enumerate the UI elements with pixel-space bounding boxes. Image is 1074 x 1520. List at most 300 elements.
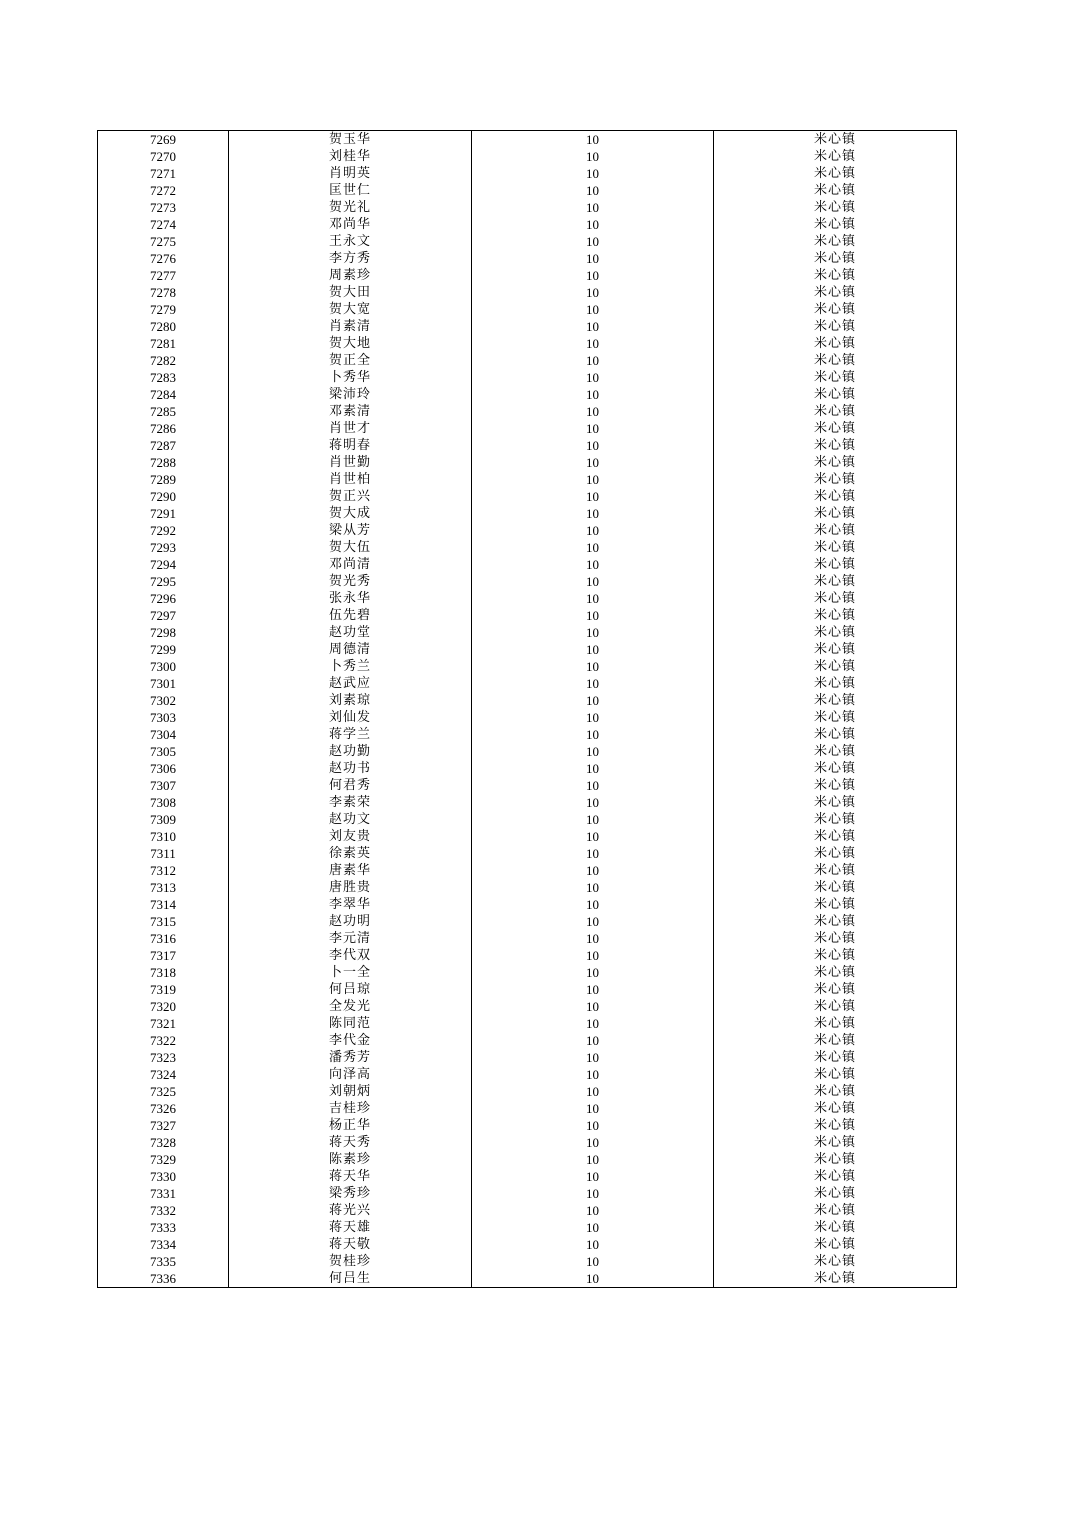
row-number-cell: 7273 <box>98 199 229 216</box>
table-row <box>98 981 957 998</box>
amount-cell: 10 <box>472 505 714 522</box>
table-row <box>98 403 957 420</box>
row-number-cell: 7304 <box>98 726 229 743</box>
amount-cell: 10 <box>472 182 714 199</box>
name-cell: 贺大伍 <box>229 539 472 556</box>
town-cell: 米心镇 <box>714 522 957 539</box>
name-cell: 刘仙发 <box>229 709 472 726</box>
amount-cell: 10 <box>472 301 714 318</box>
name-cell: 梁秀珍 <box>229 1185 472 1202</box>
row-number-cell: 7287 <box>98 437 229 454</box>
town-cell: 米心镇 <box>714 1219 957 1236</box>
town-cell: 米心镇 <box>714 913 957 930</box>
town-cell: 米心镇 <box>714 1253 957 1270</box>
row-number-cell: 7301 <box>98 675 229 692</box>
table-row <box>98 386 957 403</box>
town-cell: 米心镇 <box>714 182 957 199</box>
town-cell: 米心镇 <box>714 352 957 369</box>
town-cell: 米心镇 <box>714 947 957 964</box>
amount-cell: 10 <box>472 1117 714 1134</box>
town-cell: 米心镇 <box>714 1083 957 1100</box>
amount-cell: 10 <box>472 1202 714 1219</box>
amount-cell: 10 <box>472 981 714 998</box>
table-row <box>98 1270 957 1288</box>
amount-cell: 10 <box>472 692 714 709</box>
row-number-cell: 7271 <box>98 165 229 182</box>
table-row <box>98 743 957 760</box>
town-cell: 米心镇 <box>714 743 957 760</box>
amount-cell: 10 <box>472 1151 714 1168</box>
amount-cell: 10 <box>472 675 714 692</box>
row-number-cell: 7279 <box>98 301 229 318</box>
name-cell: 赵功堂 <box>229 624 472 641</box>
name-cell: 李代金 <box>229 1032 472 1049</box>
table-row <box>98 165 957 182</box>
amount-cell: 10 <box>472 454 714 471</box>
town-cell: 米心镇 <box>714 556 957 573</box>
table-row <box>98 1066 957 1083</box>
name-cell: 肖世才 <box>229 420 472 437</box>
table-row <box>98 1253 957 1270</box>
name-cell: 蒋学兰 <box>229 726 472 743</box>
row-number-cell: 7305 <box>98 743 229 760</box>
table-row <box>98 845 957 862</box>
town-cell: 米心镇 <box>714 573 957 590</box>
amount-cell: 10 <box>472 573 714 590</box>
name-cell: 何吕琼 <box>229 981 472 998</box>
name-cell: 潘秀芳 <box>229 1049 472 1066</box>
name-cell: 梁从芳 <box>229 522 472 539</box>
name-cell: 王永文 <box>229 233 472 250</box>
row-number-cell: 7293 <box>98 539 229 556</box>
amount-cell: 10 <box>472 947 714 964</box>
table-row <box>98 352 957 369</box>
name-cell: 卜秀兰 <box>229 658 472 675</box>
table-row <box>98 624 957 641</box>
town-cell: 米心镇 <box>714 1066 957 1083</box>
table-row <box>98 709 957 726</box>
table-row <box>98 760 957 777</box>
town-cell: 米心镇 <box>714 794 957 811</box>
name-cell: 蒋明春 <box>229 437 472 454</box>
name-cell: 邓素清 <box>229 403 472 420</box>
amount-cell: 10 <box>472 250 714 267</box>
name-cell: 赵功书 <box>229 760 472 777</box>
name-cell: 贺光秀 <box>229 573 472 590</box>
town-cell: 米心镇 <box>714 862 957 879</box>
amount-cell: 10 <box>472 896 714 913</box>
row-number-cell: 7314 <box>98 896 229 913</box>
name-cell: 卜一全 <box>229 964 472 981</box>
town-cell: 米心镇 <box>714 1100 957 1117</box>
town-cell: 米心镇 <box>714 1049 957 1066</box>
table-row <box>98 1219 957 1236</box>
table-row <box>98 1236 957 1253</box>
row-number-cell: 7276 <box>98 250 229 267</box>
amount-cell: 10 <box>472 216 714 233</box>
row-number-cell: 7270 <box>98 148 229 165</box>
amount-cell: 10 <box>472 641 714 658</box>
table-row <box>98 675 957 692</box>
row-number-cell: 7315 <box>98 913 229 930</box>
name-cell: 赵功勤 <box>229 743 472 760</box>
table-row <box>98 1185 957 1202</box>
name-cell: 李元清 <box>229 930 472 947</box>
town-cell: 米心镇 <box>714 233 957 250</box>
row-number-cell: 7286 <box>98 420 229 437</box>
amount-cell: 10 <box>472 590 714 607</box>
town-cell: 米心镇 <box>714 488 957 505</box>
table-row <box>98 471 957 488</box>
name-cell: 张永华 <box>229 590 472 607</box>
town-cell: 米心镇 <box>714 1117 957 1134</box>
table-row <box>98 556 957 573</box>
amount-cell: 10 <box>472 165 714 182</box>
town-cell: 米心镇 <box>714 369 957 386</box>
row-number-cell: 7325 <box>98 1083 229 1100</box>
row-number-cell: 7328 <box>98 1134 229 1151</box>
town-cell: 米心镇 <box>714 301 957 318</box>
amount-cell: 10 <box>472 233 714 250</box>
name-cell: 赵功明 <box>229 913 472 930</box>
amount-cell: 10 <box>472 437 714 454</box>
table-row <box>98 420 957 437</box>
table-row <box>98 913 957 930</box>
name-cell: 蒋天华 <box>229 1168 472 1185</box>
name-cell: 邓尚华 <box>229 216 472 233</box>
amount-cell: 10 <box>472 386 714 403</box>
row-number-cell: 7331 <box>98 1185 229 1202</box>
town-cell: 米心镇 <box>714 811 957 828</box>
row-number-cell: 7291 <box>98 505 229 522</box>
row-number-cell: 7282 <box>98 352 229 369</box>
row-number-cell: 7323 <box>98 1049 229 1066</box>
town-cell: 米心镇 <box>714 454 957 471</box>
row-number-cell: 7333 <box>98 1219 229 1236</box>
name-cell: 贺大成 <box>229 505 472 522</box>
name-cell: 何吕生 <box>229 1270 472 1288</box>
town-cell: 米心镇 <box>714 607 957 624</box>
town-cell: 米心镇 <box>714 284 957 301</box>
amount-cell: 10 <box>472 879 714 896</box>
amount-cell: 10 <box>472 131 714 149</box>
amount-cell: 10 <box>472 777 714 794</box>
amount-cell: 10 <box>472 913 714 930</box>
amount-cell: 10 <box>472 1049 714 1066</box>
amount-cell: 10 <box>472 1270 714 1288</box>
name-cell: 贺桂珍 <box>229 1253 472 1270</box>
table-row <box>98 1100 957 1117</box>
table-row <box>98 658 957 675</box>
table-row <box>98 590 957 607</box>
table-row <box>98 437 957 454</box>
table-row <box>98 488 957 505</box>
row-number-cell: 7288 <box>98 454 229 471</box>
amount-cell: 10 <box>472 1066 714 1083</box>
row-number-cell: 7324 <box>98 1066 229 1083</box>
amount-cell: 10 <box>472 556 714 573</box>
row-number-cell: 7285 <box>98 403 229 420</box>
amount-cell: 10 <box>472 658 714 675</box>
name-cell: 李素荣 <box>229 794 472 811</box>
name-cell: 贺玉华 <box>229 131 472 149</box>
town-cell: 米心镇 <box>714 318 957 335</box>
row-number-cell: 7335 <box>98 1253 229 1270</box>
row-number-cell: 7317 <box>98 947 229 964</box>
town-cell: 米心镇 <box>714 437 957 454</box>
table-row <box>98 148 957 165</box>
row-number-cell: 7303 <box>98 709 229 726</box>
town-cell: 米心镇 <box>714 1032 957 1049</box>
row-number-cell: 7334 <box>98 1236 229 1253</box>
amount-cell: 10 <box>472 964 714 981</box>
table-row <box>98 335 957 352</box>
amount-cell: 10 <box>472 1253 714 1270</box>
town-cell: 米心镇 <box>714 420 957 437</box>
amount-cell: 10 <box>472 1185 714 1202</box>
table-row <box>98 505 957 522</box>
name-cell: 唐胜贵 <box>229 879 472 896</box>
name-cell: 唐素华 <box>229 862 472 879</box>
amount-cell: 10 <box>472 1032 714 1049</box>
row-number-cell: 7336 <box>98 1270 229 1288</box>
row-number-cell: 7316 <box>98 930 229 947</box>
table-row <box>98 284 957 301</box>
row-number-cell: 7283 <box>98 369 229 386</box>
row-number-cell: 7308 <box>98 794 229 811</box>
town-cell: 米心镇 <box>714 964 957 981</box>
row-number-cell: 7319 <box>98 981 229 998</box>
row-number-cell: 7309 <box>98 811 229 828</box>
row-number-cell: 7281 <box>98 335 229 352</box>
amount-cell: 10 <box>472 199 714 216</box>
amount-cell: 10 <box>472 420 714 437</box>
row-number-cell: 7269 <box>98 131 229 149</box>
table-row <box>98 692 957 709</box>
name-cell: 赵功文 <box>229 811 472 828</box>
amount-cell: 10 <box>472 1219 714 1236</box>
name-cell: 贺大宽 <box>229 301 472 318</box>
name-cell: 伍先碧 <box>229 607 472 624</box>
amount-cell: 10 <box>472 284 714 301</box>
amount-cell: 10 <box>472 1015 714 1032</box>
amount-cell: 10 <box>472 607 714 624</box>
amount-cell: 10 <box>472 488 714 505</box>
name-cell: 卜秀华 <box>229 369 472 386</box>
table-row <box>98 1168 957 1185</box>
town-cell: 米心镇 <box>714 1236 957 1253</box>
row-number-cell: 7330 <box>98 1168 229 1185</box>
table-row <box>98 318 957 335</box>
amount-cell: 10 <box>472 811 714 828</box>
amount-cell: 10 <box>472 743 714 760</box>
amount-cell: 10 <box>472 1236 714 1253</box>
table-row <box>98 947 957 964</box>
table-row <box>98 1202 957 1219</box>
amount-cell: 10 <box>472 318 714 335</box>
town-cell: 米心镇 <box>714 471 957 488</box>
name-cell: 贺大地 <box>229 335 472 352</box>
table-row <box>98 522 957 539</box>
town-cell: 米心镇 <box>714 777 957 794</box>
amount-cell: 10 <box>472 403 714 420</box>
amount-cell: 10 <box>472 828 714 845</box>
row-number-cell: 7329 <box>98 1151 229 1168</box>
row-number-cell: 7300 <box>98 658 229 675</box>
amount-cell: 10 <box>472 471 714 488</box>
name-cell: 周素珍 <box>229 267 472 284</box>
name-cell: 吉桂珍 <box>229 1100 472 1117</box>
table-row <box>98 726 957 743</box>
amount-cell: 10 <box>472 352 714 369</box>
table-row <box>98 199 957 216</box>
table-row <box>98 1015 957 1032</box>
amount-cell: 10 <box>472 760 714 777</box>
row-number-cell: 7295 <box>98 573 229 590</box>
name-cell: 贺正全 <box>229 352 472 369</box>
name-cell: 李翠华 <box>229 896 472 913</box>
table-row <box>98 267 957 284</box>
town-cell: 米心镇 <box>714 1202 957 1219</box>
row-number-cell: 7332 <box>98 1202 229 1219</box>
amount-cell: 10 <box>472 709 714 726</box>
town-cell: 米心镇 <box>714 199 957 216</box>
row-number-cell: 7290 <box>98 488 229 505</box>
name-cell: 周德清 <box>229 641 472 658</box>
town-cell: 米心镇 <box>714 539 957 556</box>
row-number-cell: 7321 <box>98 1015 229 1032</box>
name-cell: 李方秀 <box>229 250 472 267</box>
town-cell: 米心镇 <box>714 505 957 522</box>
town-cell: 米心镇 <box>714 403 957 420</box>
amount-cell: 10 <box>472 726 714 743</box>
table-row <box>98 1151 957 1168</box>
town-cell: 米心镇 <box>714 828 957 845</box>
table-row <box>98 607 957 624</box>
name-cell: 陈同范 <box>229 1015 472 1032</box>
town-cell: 米心镇 <box>714 165 957 182</box>
row-number-cell: 7292 <box>98 522 229 539</box>
town-cell: 米心镇 <box>714 267 957 284</box>
data-table <box>97 130 957 1288</box>
town-cell: 米心镇 <box>714 1134 957 1151</box>
name-cell: 刘素琼 <box>229 692 472 709</box>
table-row <box>98 216 957 233</box>
name-cell: 贺正兴 <box>229 488 472 505</box>
table-row <box>98 250 957 267</box>
table-row <box>98 233 957 250</box>
row-number-cell: 7274 <box>98 216 229 233</box>
name-cell: 匡世仁 <box>229 182 472 199</box>
name-cell: 肖世勤 <box>229 454 472 471</box>
town-cell: 米心镇 <box>714 981 957 998</box>
row-number-cell: 7278 <box>98 284 229 301</box>
town-cell: 米心镇 <box>714 624 957 641</box>
row-number-cell: 7312 <box>98 862 229 879</box>
table-row <box>98 369 957 386</box>
town-cell: 米心镇 <box>714 879 957 896</box>
name-cell: 何君秀 <box>229 777 472 794</box>
row-number-cell: 7272 <box>98 182 229 199</box>
amount-cell: 10 <box>472 794 714 811</box>
town-cell: 米心镇 <box>714 709 957 726</box>
name-cell: 蒋天秀 <box>229 1134 472 1151</box>
table-body <box>98 131 957 1288</box>
name-cell: 梁沛玲 <box>229 386 472 403</box>
name-cell: 李代双 <box>229 947 472 964</box>
town-cell: 米心镇 <box>714 216 957 233</box>
row-number-cell: 7311 <box>98 845 229 862</box>
row-number-cell: 7296 <box>98 590 229 607</box>
amount-cell: 10 <box>472 539 714 556</box>
row-number-cell: 7299 <box>98 641 229 658</box>
town-cell: 米心镇 <box>714 658 957 675</box>
name-cell: 刘朝炳 <box>229 1083 472 1100</box>
town-cell: 米心镇 <box>714 1151 957 1168</box>
amount-cell: 10 <box>472 624 714 641</box>
table-row <box>98 777 957 794</box>
row-number-cell: 7313 <box>98 879 229 896</box>
town-cell: 米心镇 <box>714 335 957 352</box>
amount-cell: 10 <box>472 1168 714 1185</box>
amount-cell: 10 <box>472 1100 714 1117</box>
row-number-cell: 7298 <box>98 624 229 641</box>
town-cell: 米心镇 <box>714 760 957 777</box>
amount-cell: 10 <box>472 369 714 386</box>
town-cell: 米心镇 <box>714 590 957 607</box>
table-row <box>98 1117 957 1134</box>
town-cell: 米心镇 <box>714 675 957 692</box>
table-row <box>98 794 957 811</box>
name-cell: 刘友贵 <box>229 828 472 845</box>
amount-cell: 10 <box>472 522 714 539</box>
row-number-cell: 7297 <box>98 607 229 624</box>
amount-cell: 10 <box>472 862 714 879</box>
name-cell: 肖素清 <box>229 318 472 335</box>
table-row <box>98 539 957 556</box>
name-cell: 贺大田 <box>229 284 472 301</box>
table-row <box>98 182 957 199</box>
table-row <box>98 862 957 879</box>
name-cell: 蒋天敬 <box>229 1236 472 1253</box>
table-row <box>98 879 957 896</box>
name-cell: 杨正华 <box>229 1117 472 1134</box>
town-cell: 米心镇 <box>714 641 957 658</box>
row-number-cell: 7302 <box>98 692 229 709</box>
name-cell: 赵武应 <box>229 675 472 692</box>
name-cell: 邓尚清 <box>229 556 472 573</box>
town-cell: 米心镇 <box>714 386 957 403</box>
row-number-cell: 7326 <box>98 1100 229 1117</box>
town-cell: 米心镇 <box>714 148 957 165</box>
table-row <box>98 1134 957 1151</box>
name-cell: 徐素英 <box>229 845 472 862</box>
row-number-cell: 7289 <box>98 471 229 488</box>
table-row <box>98 1083 957 1100</box>
row-number-cell: 7307 <box>98 777 229 794</box>
table-row <box>98 811 957 828</box>
town-cell: 米心镇 <box>714 845 957 862</box>
town-cell: 米心镇 <box>714 1185 957 1202</box>
table-row <box>98 896 957 913</box>
town-cell: 米心镇 <box>714 998 957 1015</box>
amount-cell: 10 <box>472 930 714 947</box>
table-row <box>98 641 957 658</box>
table-row <box>98 1032 957 1049</box>
name-cell: 贺光礼 <box>229 199 472 216</box>
town-cell: 米心镇 <box>714 896 957 913</box>
table-row <box>98 930 957 947</box>
